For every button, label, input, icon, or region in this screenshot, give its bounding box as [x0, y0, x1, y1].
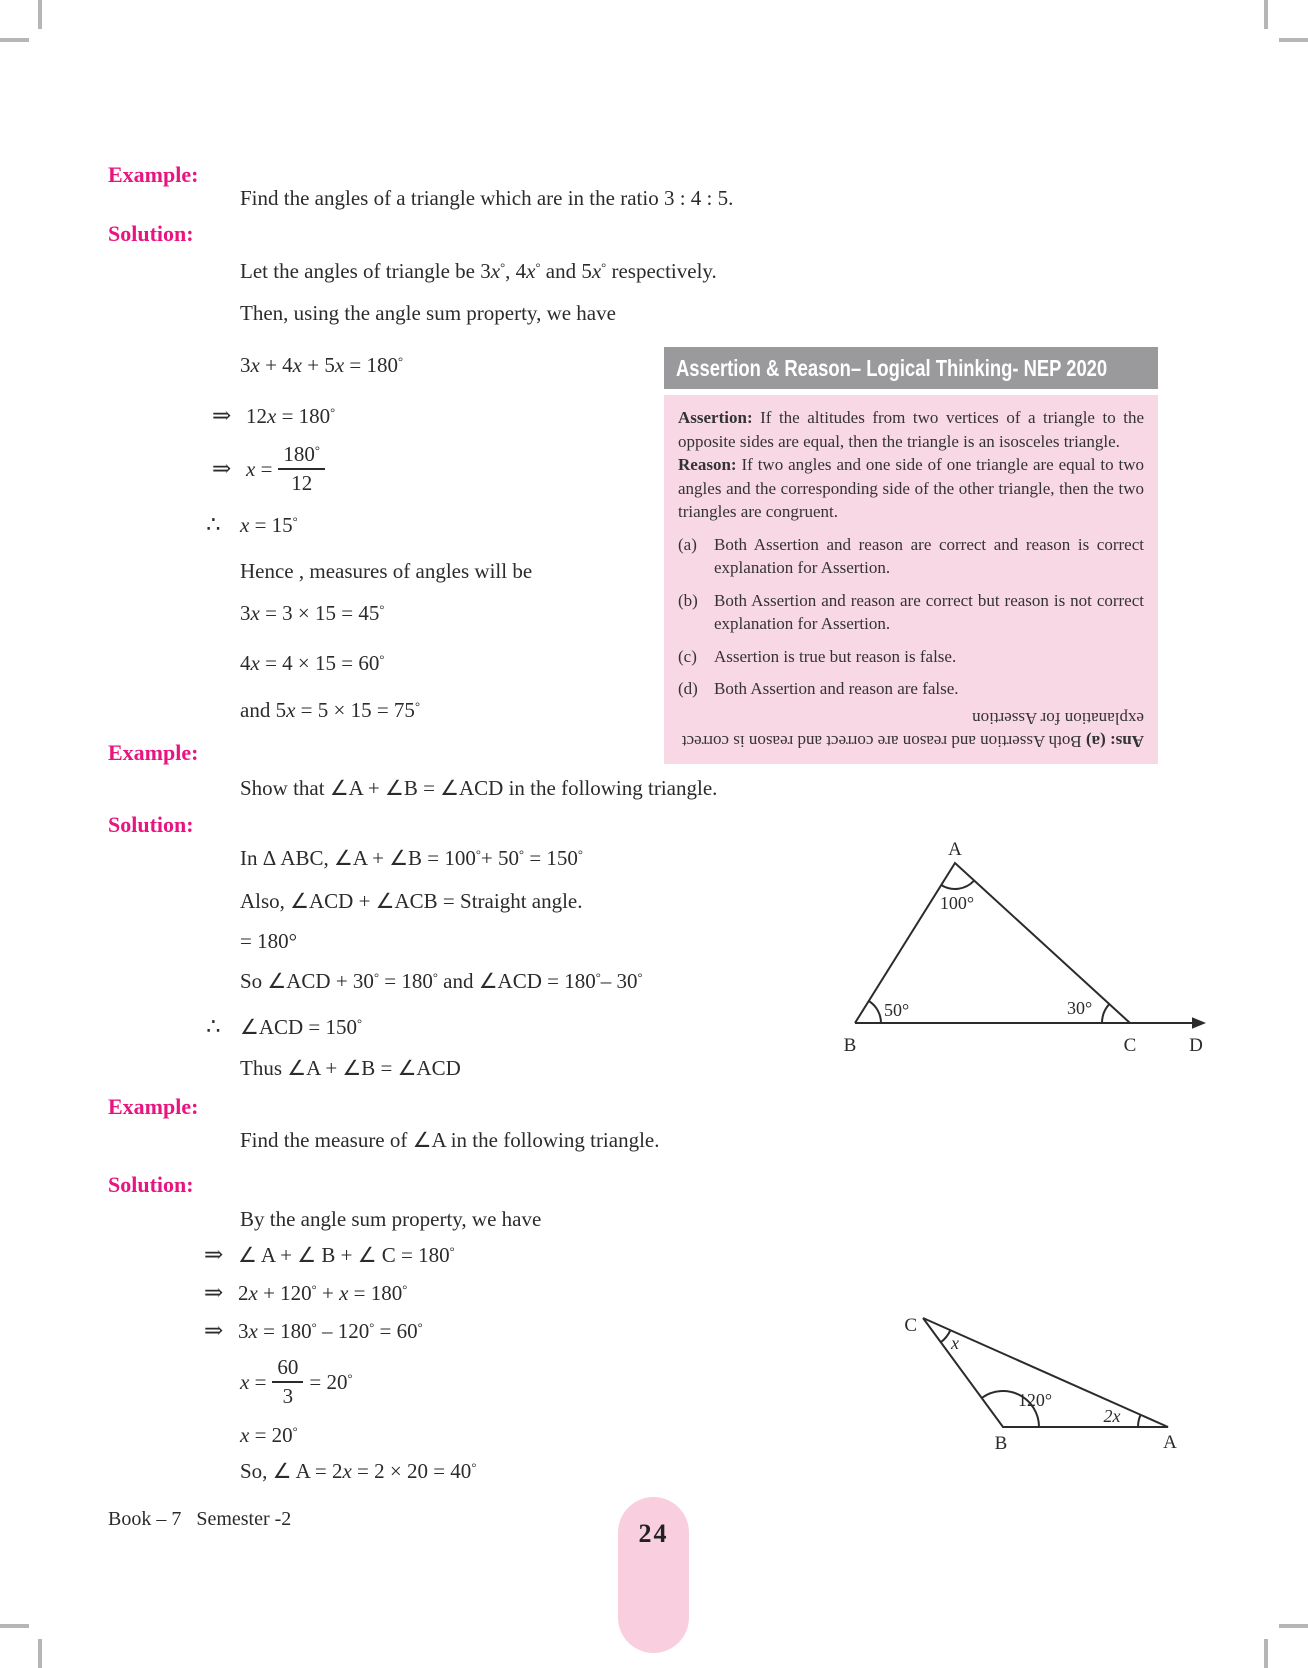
solution-1-line-2: Then, using the angle sum property, we have: [240, 301, 616, 325]
assertion-panel-title: Assertion & Reason– Logical Thinking- NEP 2020: [676, 354, 1108, 381]
fraction-2-numerator: 60: [272, 1355, 303, 1383]
therefore-icon: ∴: [206, 512, 221, 538]
equation-5x: and 5x = 5 × 15 = 75°: [240, 698, 420, 722]
solution-3-line-1: By the angle sum property, we have: [240, 1207, 542, 1231]
answer-label: Ans: (a): [1085, 731, 1144, 751]
equation-x-fraction-2: [240, 1355, 353, 1409]
solution-1-heading: Solution:: [108, 221, 194, 246]
angle-a-value: 2x: [1103, 1406, 1121, 1426]
fraction-2-post: = 20°: [309, 1369, 353, 1394]
footer-book-info: Book – 7 Semester -2: [108, 1508, 292, 1530]
solution-2-line-1: In Δ ABC, ∠A + ∠B = 100°+ 50° = 150°: [240, 846, 583, 870]
fraction-2-pre: x =: [240, 1369, 267, 1394]
reason-paragraph: [678, 453, 1144, 524]
equation-x-fraction: [212, 442, 331, 496]
vertex-a-label: A: [1163, 1432, 1177, 1453]
equation-angle-sum-text: ∠ A + ∠ B + ∠ C = 180°: [238, 1242, 455, 1267]
vertex-c-label: C: [904, 1315, 917, 1336]
triangle-abcd-diagram: [800, 835, 1212, 1060]
implies-icon: ⇒: [204, 1242, 224, 1268]
page-number: 24: [638, 1519, 669, 1548]
implies-icon: ⇒: [212, 456, 232, 482]
angle-b-value: 120°: [1017, 1390, 1053, 1410]
solution-2-line-2: Also, ∠ACD + ∠ACB = Straight angle.: [240, 889, 583, 913]
answer-text: Both Assertion and reason are correct and reason is correct explanation for Assertion: [681, 709, 1144, 751]
angle-arc-c: [1102, 1004, 1109, 1023]
solution-2-line-4: So ∠ACD + 30° = 180° and ∠ACD = 180°– 30°: [240, 969, 643, 993]
vertex-a-label: A: [948, 839, 962, 860]
fraction-pre: x =: [246, 456, 273, 481]
equation-3x-60-text: 3x = 180° – 120° = 60°: [238, 1318, 423, 1343]
equation-2x-120: [204, 1280, 407, 1306]
triangle-edges: [923, 1318, 1168, 1427]
option-b-text: Both Assertion and reason are correct but reason is not correct explanation for Assertion.: [714, 590, 1144, 633]
angle-c-value: x: [951, 1333, 959, 1353]
option-c: [678, 645, 1144, 669]
fraction-denominator: 12: [291, 471, 313, 495]
equation-12x-text: 12x = 180°: [246, 403, 336, 428]
option-d: [678, 677, 1144, 701]
implies-icon: ⇒: [212, 403, 232, 429]
reason-text: If two angles and one side of one triangle are equal to two angles and the corresponding side of the other triangle, then the two triangles are congruent.: [678, 455, 1144, 521]
triangle-abc-diagram: [855, 1245, 1185, 1460]
implies-icon: ⇒: [204, 1280, 224, 1306]
equation-angle-sum: [204, 1242, 455, 1268]
equation-3x: 3x = 3 × 15 = 45°: [240, 601, 385, 625]
crop-mark-top-right-v: [1264, 0, 1268, 29]
vertex-c-label: C: [1123, 1035, 1137, 1056]
equation-x-15-text: x = 15°: [240, 512, 298, 537]
vertex-d-label: D: [1189, 1035, 1203, 1056]
equation-angle-a-40: So, ∠ A = 2x = 2 × 20 = 40°: [240, 1459, 477, 1483]
example-1-problem: Find the angles of a triangle which are in the ratio 3 : 4 : 5.: [240, 186, 734, 210]
upside-down-answer: [678, 707, 1144, 752]
solution-2-line-6: Thus ∠A + ∠B = ∠ACD: [240, 1056, 461, 1080]
option-b-label: (b): [678, 590, 698, 610]
angle-arc-a: [1138, 1415, 1141, 1427]
example-2-heading: Example:: [108, 740, 199, 765]
option-c-label: (c): [678, 646, 697, 666]
fraction-2-denominator: 3: [282, 1384, 294, 1408]
crop-mark-top-left-h: [0, 38, 29, 42]
solution-3-heading: Solution:: [108, 1172, 194, 1197]
vertex-b-label: B: [843, 1035, 857, 1056]
equation-12x: [212, 403, 335, 429]
fraction-60-3: [272, 1355, 303, 1409]
assertion-reason-panel: [664, 347, 1158, 764]
arrowhead-icon: [1192, 1017, 1206, 1029]
assertion-label: Assertion:: [678, 408, 753, 427]
example-2-problem: Show that ∠A + ∠B = ∠ACD in the following triangle.: [240, 776, 718, 800]
equation-x-15: [206, 512, 298, 538]
option-b: [678, 589, 1144, 636]
hence-line: Hence , measures of angles will be: [240, 559, 533, 583]
option-d-text: Both Assertion and reason are false.: [714, 679, 959, 698]
equation-acd-150-text: ∠ACD = 150°: [240, 1014, 363, 1039]
page-number-capsule: [618, 1497, 689, 1653]
crop-mark-bottom-right-v: [1264, 1639, 1268, 1668]
equation-x-20: x = 20°: [240, 1423, 298, 1447]
solution-1-line-1: Let the angles of triangle be 3x°, 4x° and 5x° respectively.: [240, 259, 717, 283]
crop-mark-top-right-h: [1279, 38, 1308, 42]
therefore-icon: ∴: [206, 1014, 221, 1040]
fraction-numerator: 180°: [278, 442, 325, 470]
crop-mark-bottom-right-h: [1279, 1624, 1308, 1628]
example-3-problem: Find the measure of ∠A in the following triangle.: [240, 1128, 660, 1152]
implies-icon: ⇒: [204, 1318, 224, 1344]
crop-mark-bottom-left-h: [0, 1624, 29, 1628]
angle-arc-c: [941, 1330, 951, 1342]
fraction-180-12: [278, 442, 325, 496]
vertex-b-label: B: [994, 1433, 1008, 1454]
angle-c-value: 30°: [1067, 998, 1093, 1018]
crop-mark-top-left-v: [38, 0, 42, 29]
equation-sum: 3x + 4x + 5x = 180°: [240, 353, 404, 377]
equation-3x-60: [204, 1318, 423, 1344]
angle-arc-b: [869, 1001, 881, 1023]
crop-mark-bottom-left-v: [38, 1639, 42, 1668]
assertion-paragraph: [678, 406, 1144, 453]
angle-b-value: 50°: [884, 1000, 910, 1020]
option-a: [678, 533, 1144, 580]
option-c-text: Assertion is true but reason is false.: [714, 646, 957, 666]
example-3-heading: Example:: [108, 1094, 199, 1119]
angle-a-value: 100°: [939, 893, 975, 913]
assertion-panel-header: [664, 347, 1158, 389]
option-d-label: (d): [678, 679, 698, 698]
solution-2-heading: Solution:: [108, 812, 194, 837]
equation-4x: 4x = 4 × 15 = 60°: [240, 651, 385, 675]
reason-label: Reason:: [678, 455, 737, 474]
option-a-text: Both Assertion and reason are correct and reason is correct explanation for Assertion.: [714, 534, 1144, 577]
assertion-panel-body: [664, 395, 1158, 764]
option-a-label: (a): [678, 534, 697, 554]
solution-2-line-3: = 180°: [240, 929, 297, 953]
example-1-heading: Example:: [108, 162, 199, 187]
angle-arc-a: [941, 881, 974, 889]
assertion-text: If the altitudes from two vertices of a triangle to the opposite sides are equal, then the triangle is an isosceles triangle.: [678, 408, 1144, 451]
equation-acd-150: [206, 1014, 362, 1040]
equation-2x-120-text: 2x + 120° + x = 180°: [238, 1280, 408, 1305]
